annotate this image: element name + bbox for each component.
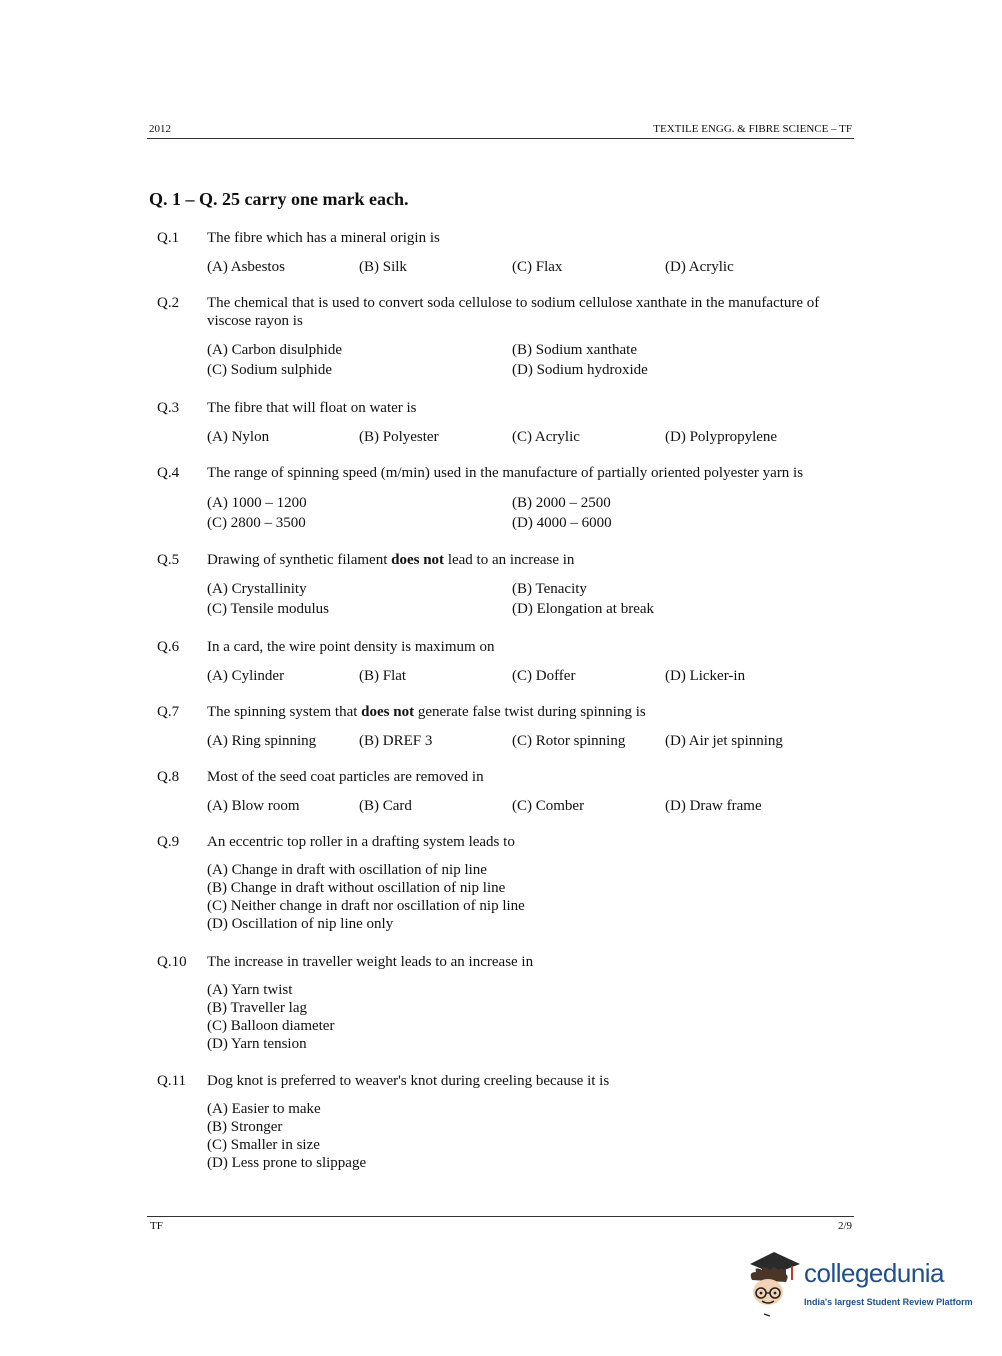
option-a: (A) Asbestos bbox=[207, 259, 285, 275]
option-c: (C) Rotor spinning bbox=[512, 733, 626, 749]
question-number: Q.11 bbox=[157, 1073, 187, 1089]
header-rule bbox=[147, 138, 854, 139]
option-d: (D) Acrylic bbox=[665, 259, 734, 275]
question-text-emphasis: does not bbox=[391, 552, 445, 568]
question-text: The fibre which has a mineral origin is bbox=[207, 230, 440, 246]
option-d: (D) Sodium hydroxide bbox=[512, 362, 648, 378]
option-b: (B) 2000 – 2500 bbox=[512, 495, 611, 511]
option-d: (D) Licker-in bbox=[665, 668, 746, 684]
option-c: (C) Tensile modulus bbox=[207, 601, 329, 617]
question-number: Q.1 bbox=[157, 230, 180, 246]
option-b: (B) Silk bbox=[359, 259, 407, 275]
question-text bbox=[207, 551, 847, 569]
option-d: (D) Elongation at break bbox=[512, 601, 655, 617]
question-number: Q.6 bbox=[157, 639, 180, 655]
logo-tagline: India's largest Student Review Platform bbox=[804, 1297, 973, 1307]
question-text-part: Drawing of synthetic filament bbox=[207, 552, 392, 568]
option-b: (B) Card bbox=[359, 798, 412, 814]
option-b: (B) Traveller lag bbox=[207, 1000, 307, 1016]
option-c: (C) Neither change in draft nor oscillation of nip line bbox=[207, 898, 525, 914]
question-number: Q.5 bbox=[157, 552, 180, 568]
question-text bbox=[207, 703, 847, 721]
question-text: The fibre that will float on water is bbox=[207, 400, 417, 416]
question-text-part: generate false twist during spinning is bbox=[414, 704, 646, 720]
option-b: (B) DREF 3 bbox=[359, 733, 433, 749]
option-a: (A) Nylon bbox=[207, 429, 270, 445]
question-number: Q.4 bbox=[157, 465, 180, 481]
question-text-part: lead to an increase in bbox=[444, 552, 575, 568]
option-b: (B) Sodium xanthate bbox=[512, 342, 637, 358]
footer-rule bbox=[147, 1216, 854, 1217]
section-heading: Q. 1 – Q. 25 carry one mark each. bbox=[149, 189, 409, 209]
option-a: (A) Cylinder bbox=[207, 668, 285, 684]
option-c: (C) 2800 – 3500 bbox=[207, 515, 306, 531]
option-d: (D) Yarn tension bbox=[207, 1036, 307, 1052]
option-c: (C) Doffer bbox=[512, 668, 576, 684]
logo-brand-name: collegedunia bbox=[804, 1258, 945, 1288]
option-b: (B) Flat bbox=[359, 668, 407, 684]
option-d: (D) 4000 – 6000 bbox=[512, 515, 612, 531]
option-a: (A) Carbon disulphide bbox=[207, 342, 342, 358]
question-number: Q.3 bbox=[157, 400, 180, 416]
question-number: Q.8 bbox=[157, 769, 180, 785]
option-c: (C) Comber bbox=[512, 798, 585, 814]
option-d: (D) Polypropylene bbox=[665, 429, 778, 445]
question-number: Q.2 bbox=[157, 295, 180, 311]
option-c: (C) Sodium sulphide bbox=[207, 362, 333, 378]
question-text-emphasis: does not bbox=[361, 704, 415, 720]
question-text: An eccentric top roller in a drafting system leads to bbox=[207, 834, 515, 850]
option-a: (A) Crystallinity bbox=[207, 581, 307, 597]
option-b: (B) Tenacity bbox=[512, 581, 587, 597]
collegedunia-logo[interactable] bbox=[742, 1250, 972, 1320]
option-d: (D) Oscillation of nip line only bbox=[207, 916, 394, 932]
option-b: (B) Stronger bbox=[207, 1119, 283, 1135]
question-text-part: The spinning system that bbox=[207, 704, 362, 720]
option-a: (A) Yarn twist bbox=[207, 982, 293, 998]
question-number: Q.7 bbox=[157, 704, 180, 720]
option-d: (D) Air jet spinning bbox=[665, 733, 783, 749]
question-text: Dog knot is preferred to weaver's knot during creeling because it is bbox=[207, 1073, 610, 1089]
mascot-icon bbox=[742, 1250, 802, 1320]
footer-page-number: 2/9 bbox=[837, 1220, 852, 1232]
option-b: (B) Polyester bbox=[359, 429, 439, 445]
page-header-year: 2012 bbox=[149, 123, 171, 135]
option-c: (C) Balloon diameter bbox=[207, 1018, 335, 1034]
page-header-title: TEXTILE ENGG. & FIBRE SCIENCE – TF bbox=[653, 123, 852, 135]
option-a: (A) 1000 – 1200 bbox=[207, 495, 307, 511]
question-number: Q.10 bbox=[157, 954, 187, 970]
option-a: (A) Easier to make bbox=[207, 1101, 321, 1117]
question-text: In a card, the wire point density is maximum on bbox=[207, 639, 495, 655]
option-d: (D) Draw frame bbox=[665, 798, 762, 814]
option-c: (C) Acrylic bbox=[512, 429, 580, 445]
option-a: (A) Change in draft with oscillation of nip line bbox=[207, 862, 487, 878]
option-c: (C) Smaller in size bbox=[207, 1137, 320, 1153]
question-text: The increase in traveller weight leads to an increase in bbox=[207, 954, 534, 970]
option-c: (C) Flax bbox=[512, 259, 563, 275]
question-number: Q.9 bbox=[157, 834, 180, 850]
option-d: (D) Less prone to slippage bbox=[207, 1155, 367, 1171]
option-a: (A) Ring spinning bbox=[207, 733, 317, 749]
option-a: (A) Blow room bbox=[207, 798, 300, 814]
question-text: The chemical that is used to convert soda cellulose to sodium cellulose xanthate in the manufacture of viscose rayon is bbox=[207, 295, 820, 329]
question-text: Most of the seed coat particles are removed in bbox=[207, 769, 484, 785]
question-text: The range of spinning speed (m/min) used in the manufacture of partially oriented polyester yarn is bbox=[207, 465, 804, 481]
footer-paper-code: TF bbox=[150, 1220, 163, 1232]
option-b: (B) Change in draft without oscillation of nip line bbox=[207, 880, 506, 896]
